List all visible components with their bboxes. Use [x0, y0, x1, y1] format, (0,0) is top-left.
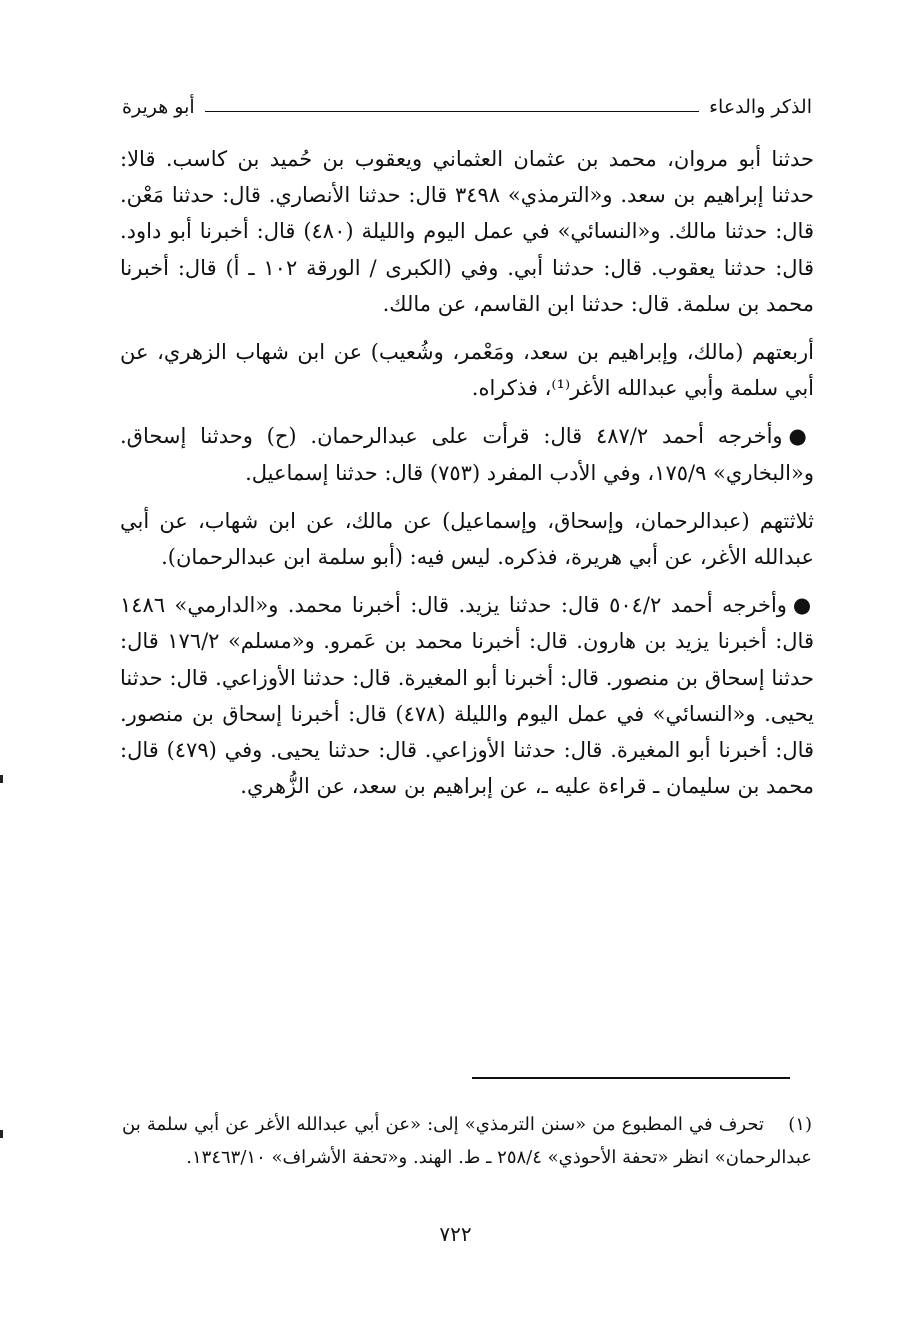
footnote — [122, 1108, 812, 1174]
header-chapter-title: الذكر والدعاء — [709, 96, 812, 118]
bullet-icon: ● — [792, 593, 814, 618]
header-section-title: أبو هريرة — [122, 96, 195, 118]
paragraph-4: ثلاثتهم (عبدالرحمان، وإسحاق، وإسماعيل) عن مالك، عن ابن شهاب، عن أبي عبدالله الأغر، عن أبي هريرة، فذكره. ليس فيه: (أبو سلمة ابن عبدالرحمان). — [120, 508, 814, 570]
footnote-separator — [472, 1077, 790, 1079]
paragraph-3-text: وأخرجه أحمد ٤٨٧/٢ قال: قرأت على عبدالرحمان. (ح) وحدثنا إسحاق. و«البخاري» ١٧٥/٩، وفي الأدب المفرد (٧٥٣) قال: حدثنا إسماعيل. — [120, 424, 814, 485]
paragraph-3 — [120, 418, 814, 490]
footnote-number: (١) — [788, 1114, 812, 1135]
paragraph-5-text: وأخرجه أحمد ٥٠٤/٢ قال: حدثنا يزيد. قال: أخبرنا محمد. و«الدارمي» ١٤٨٦ قال: أخبرنا يزيد بن هارون. قال: أخبرنا محمد بن عَمرو. و«مسلم» ١٧٦/٢ قال: حدثنا إسحاق بن منصور. قال: أخبرنا أبو المغيرة. قال: حدثنا الأوزاعي. قال: حدثنا يحيى. و«النسائي» في عمل اليوم والليلة (٤٧٨) قال: أخبرنا إسحاق بن منصور. قال: أخبرنا أبو المغيرة. قال: حدثنا الأوزاعي. قال: حدثنا يحيى. وفي (٤٧٩) قال: محمد بن سليمان ـ قراءة عليه ـ، عن إبراهيم بن سعد، عن الزُّهري. — [120, 593, 815, 799]
bullet-icon: ● — [788, 424, 814, 449]
paragraph-2: أربعتهم (مالك، وإبراهيم بن سعد، ومَعْمر، وشُعيب) عن ابن شهاب الزهري، عن أبي سلمة وأبي عبدالله الأغر⁽¹⁾، فذكراه. — [120, 340, 814, 401]
page-number: ٧٢٢ — [439, 1222, 472, 1246]
running-header — [122, 92, 812, 122]
header-rule — [205, 111, 699, 112]
scan-edge-mark — [0, 775, 3, 783]
scan-edge-mark — [0, 1130, 3, 1138]
paragraph-1: حدثنا أبو مروان، محمد بن عثمان العثماني ويعقوب بن حُميد بن كاسب. قالا: حدثنا إبراهيم بن سعد. و«الترمذي» ٣٤٩٨ قال: حدثنا الأنصاري. قال: حدثنا مَعْن. قال: حدثنا مالك. و«النسائي» في عمل اليوم والليلة (٤٨٠) قال: أخبرنا أبو داود. قال: حدثنا يعقوب. قال: حدثنا أبي. وفي (الكبرى / الورقة ١٠٢ ـ أ) قال: أخبرنا محمد بن سلمة. قال: حدثنا ابن القاسم، عن مالك. — [120, 147, 814, 316]
paragraph-5 — [120, 587, 814, 804]
main-text — [120, 141, 814, 804]
footnote-text: تحرف في المطبوع من «سنن الترمذي» إلى: «عن أبي عبدالله الأغر عن أبي سلمة بن عبدالرحمان» انظر «تحفة الأحوذي» ٢٥٨/٤ ـ ط. الهند. و«تحفة الأشراف» ١٣٤٦٣/١٠. — [122, 1114, 812, 1168]
